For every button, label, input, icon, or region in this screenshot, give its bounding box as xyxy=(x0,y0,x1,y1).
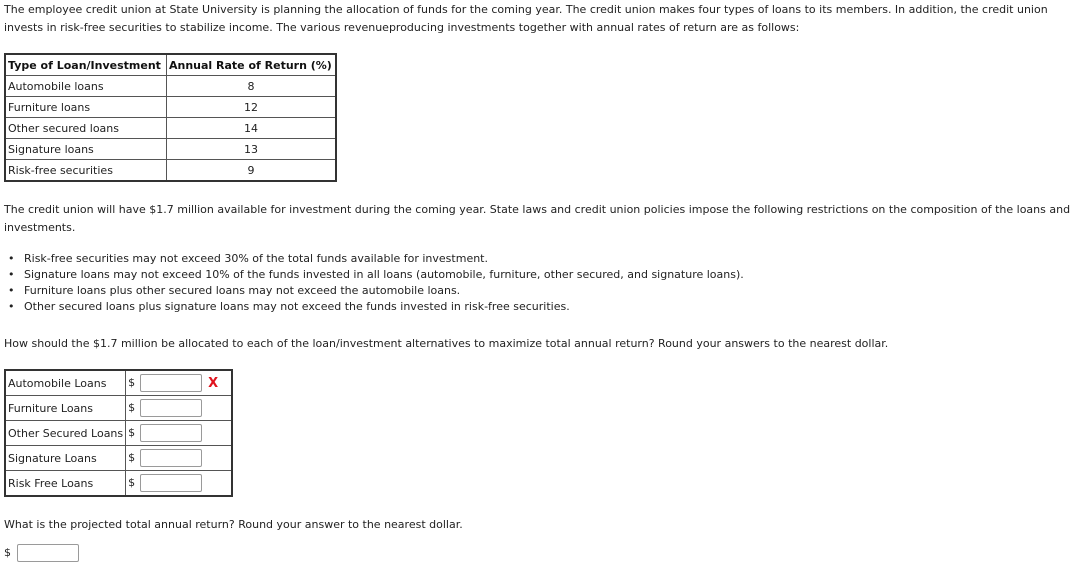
table-row xyxy=(5,471,232,497)
total-return-question: What is the projected total annual return? Round your answer to the nearest dollar. xyxy=(4,518,463,531)
allocation-table xyxy=(4,369,233,497)
incorrect-x-icon: X xyxy=(208,375,219,391)
column-header-type: Type of Loan/Investment xyxy=(5,54,167,76)
restriction-text: Other secured loans plus signature loans may not exceed the funds invested in risk-free securities. xyxy=(24,300,570,313)
currency-symbol: $ xyxy=(128,451,136,464)
signature-loans-input[interactable] xyxy=(140,449,202,467)
loan-type-name: Other secured loans xyxy=(5,118,167,139)
allocation-label: Signature Loans xyxy=(5,446,126,471)
allocation-label: Automobile Loans xyxy=(5,370,126,396)
allocation-label: Risk Free Loans xyxy=(5,471,126,497)
loan-type-name: Signature loans xyxy=(5,139,167,160)
loan-type-name: Automobile loans xyxy=(5,76,167,97)
loan-rate-value: 14 xyxy=(167,118,337,139)
allocation-cell xyxy=(126,370,233,396)
allocation-label: Other Secured Loans xyxy=(5,421,126,446)
list-item xyxy=(8,251,744,267)
list-item xyxy=(8,267,744,283)
allocation-cell xyxy=(126,421,233,446)
availability-paragraph: The credit union will have $1.7 million available for investment during the coming year. State laws and credit union policies impose the following restrictions on the composition of the loans and investments. xyxy=(4,203,1071,234)
loan-rate-value: 9 xyxy=(167,160,337,182)
loan-type-name: Furniture loans xyxy=(5,97,167,118)
rates-table xyxy=(4,53,337,182)
bullet-icon: • xyxy=(8,300,15,313)
allocation-cell xyxy=(126,446,233,471)
table-row xyxy=(5,396,232,421)
total-return-row xyxy=(4,544,79,562)
allocation-cell xyxy=(126,396,233,421)
allocation-question: How should the $1.7 million be allocated to each of the loan/investment alternatives to maximize total annual return? Round your answers to the nearest dollar. xyxy=(4,337,889,350)
total-return-input[interactable] xyxy=(17,544,79,562)
intro-paragraph: The employee credit union at State University is planning the allocation of funds for the coming year. The credit union makes four types of loans to its members. In addition, the credit union invests in risk-free securities to stabilize income. The various revenueproducing investments together with annual rates of return are as follows: xyxy=(4,3,1048,34)
allocation-cell xyxy=(126,471,233,497)
list-item xyxy=(8,299,744,315)
restriction-text: Furniture loans plus other secured loans may not exceed the automobile loans. xyxy=(24,284,461,297)
table-row xyxy=(5,370,232,396)
bullet-icon: • xyxy=(8,252,15,265)
risk-free-loans-input[interactable] xyxy=(140,474,202,492)
loan-rate-value: 12 xyxy=(167,97,337,118)
allocation-label: Furniture Loans xyxy=(5,396,126,421)
loan-rate-value: 13 xyxy=(167,139,337,160)
other-secured-loans-input[interactable] xyxy=(140,424,202,442)
rates-table-header xyxy=(5,54,336,76)
bullet-icon: • xyxy=(8,268,15,281)
restrictions-list xyxy=(4,251,744,315)
list-item xyxy=(8,283,744,299)
automobile-loans-input[interactable] xyxy=(140,374,202,392)
column-header-rate: Annual Rate of Return (%) xyxy=(167,54,337,76)
loan-type-name: Risk-free securities xyxy=(5,160,167,182)
currency-symbol: $ xyxy=(128,376,136,389)
table-row xyxy=(5,139,336,160)
currency-symbol: $ xyxy=(4,546,11,559)
table-row xyxy=(5,97,336,118)
bullet-icon: • xyxy=(8,284,15,297)
table-row xyxy=(5,118,336,139)
currency-symbol: $ xyxy=(128,476,136,489)
table-row xyxy=(5,76,336,97)
currency-symbol: $ xyxy=(128,401,136,414)
furniture-loans-input[interactable] xyxy=(140,399,202,417)
table-row xyxy=(5,421,232,446)
loan-rate-value: 8 xyxy=(167,76,337,97)
restriction-text: Signature loans may not exceed 10% of the funds invested in all loans (automobile, furniture, other secured, and signature loans). xyxy=(24,268,744,281)
restriction-text: Risk-free securities may not exceed 30% of the total funds available for investment. xyxy=(24,252,488,265)
table-row xyxy=(5,160,336,182)
currency-symbol: $ xyxy=(128,426,136,439)
table-row xyxy=(5,446,232,471)
